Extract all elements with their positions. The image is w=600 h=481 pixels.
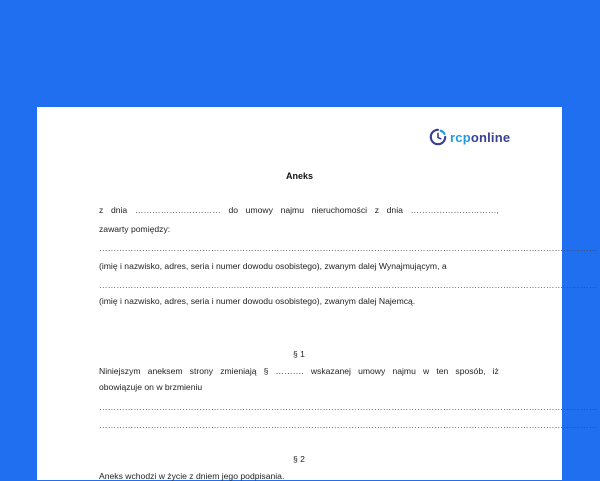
- section-1-dotted-line-2: …………………………………………………………………………………………………………………………………………………………: [99, 420, 598, 430]
- logo-text: rcponline: [450, 129, 511, 145]
- rcponline-logo: [429, 127, 510, 147]
- section-1-text-line2: obowiązuje on w brzmieniu: [99, 382, 203, 392]
- document-page: [37, 107, 598, 481]
- tenant-description: (imię i nazwisko, adres, seria i numer dowodu osobistego), zwanym dalej Najemcą.: [99, 296, 416, 306]
- section-1-text-line1: Niniejszym aneksem strony zmieniają § ………. wskazanej umowy najmu w ten sposób, iż: [99, 366, 499, 376]
- date-line: z dnia ………………………… do umowy najmu nieruchomości z dnia …………………………,: [99, 205, 499, 215]
- section-1-dotted-line-1: …………………………………………………………………………………………………………………………………………………………: [99, 402, 598, 412]
- concluded-between-line: zawarty pomiędzy:: [99, 224, 171, 234]
- party1-dotted-line: …………………………………………………………………………………………………………………………………………………………: [99, 243, 598, 253]
- document-title: Aneks: [285, 171, 313, 181]
- section-2-heading: § 2: [293, 454, 305, 464]
- section-2-text: Aneks wchodzi w życie z dniem jego podpisania.: [99, 471, 285, 481]
- section-1-heading: § 1: [293, 349, 305, 359]
- clock-logo-icon: [429, 128, 447, 146]
- landlord-description: (imię i nazwisko, adres, seria i numer dowodu osobistego), zwanym dalej Wynajmującym, a: [99, 261, 447, 271]
- party2-dotted-line: …………………………………………………………………………………………………………………………………………………………: [99, 280, 598, 290]
